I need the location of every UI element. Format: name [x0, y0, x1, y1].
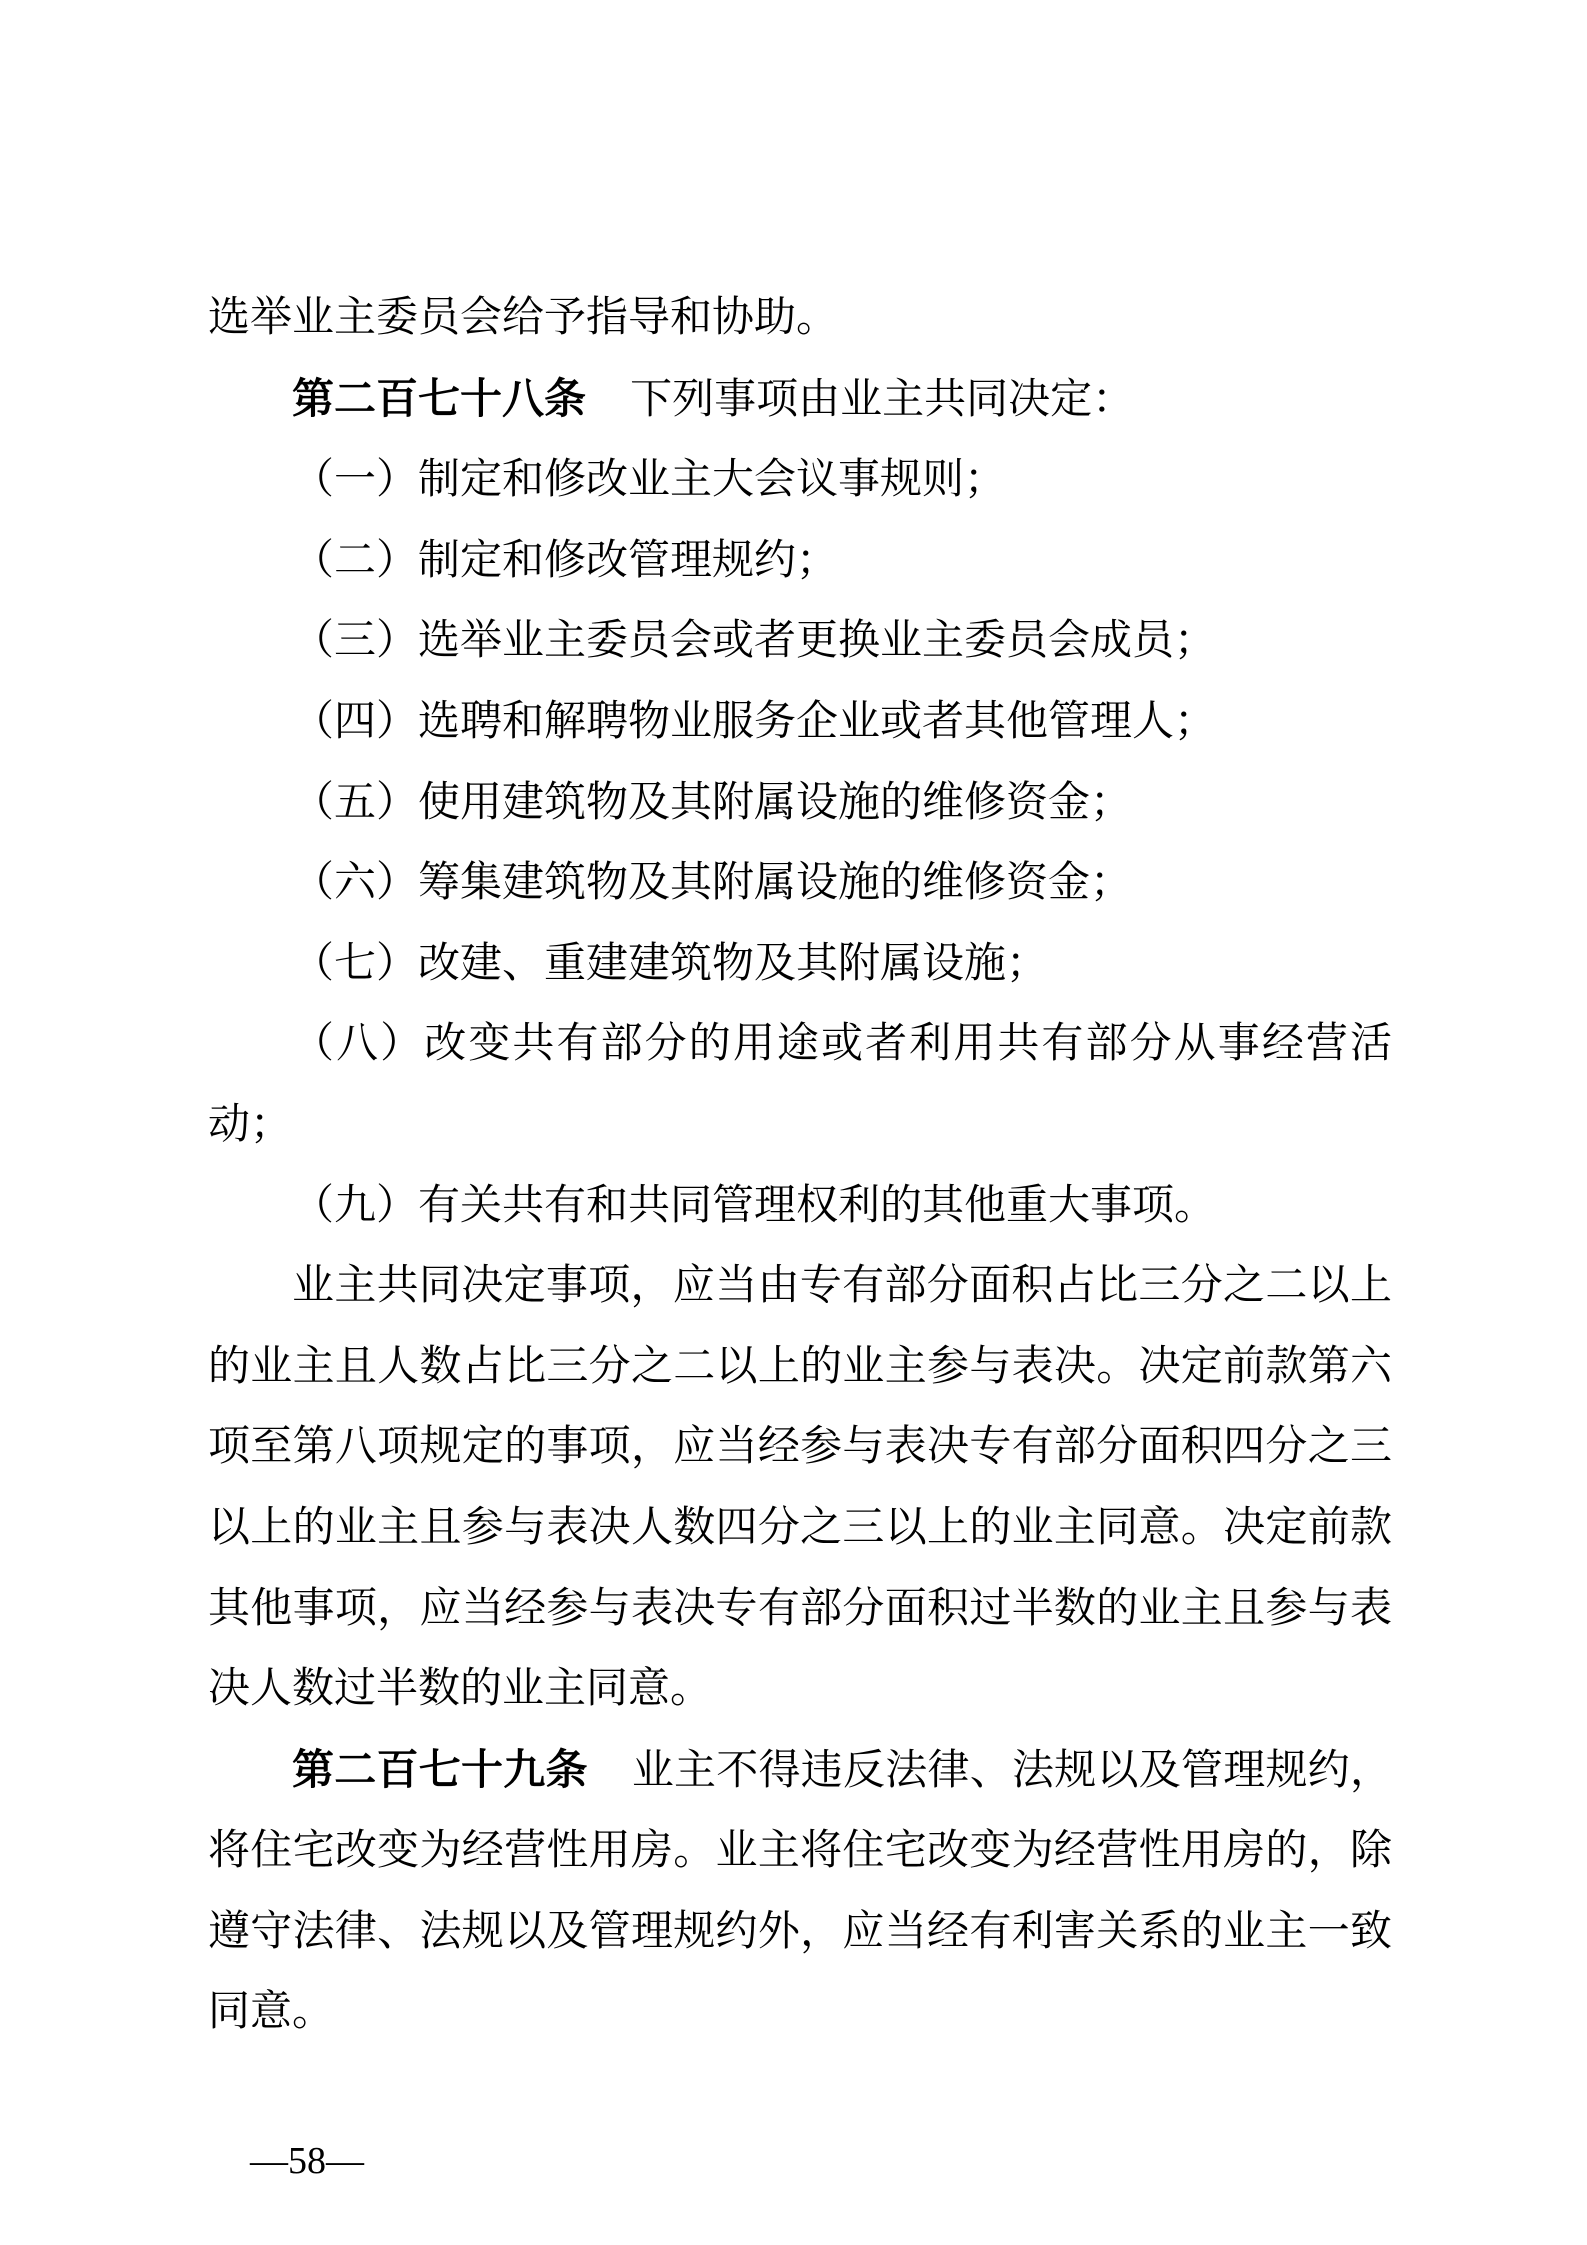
article-278-item-1: （一）制定和修改业主大会议事规则；	[292, 457, 1007, 504]
article-278-number: 第二百七十八条	[292, 374, 587, 422]
article-279-paragraph	[208, 1730, 1392, 2053]
page-number: —58—	[250, 2140, 364, 2182]
article-278-item-6: （六）筹集建筑物及其附属设施的维修资金；	[292, 860, 1133, 907]
article-278-item-3: （三）选举业主委员会或者更换业主委员会成员；	[292, 618, 1217, 665]
article-278-item-8: （八）改变共有部分的用途或者利用共有部分从事经营活动；	[208, 1021, 1392, 1148]
article-278-item-2: （二）制定和修改管理规约；	[292, 537, 839, 584]
continuation-paragraph: 选举业主委员会给予指导和协助。	[208, 295, 839, 341]
article-278-item-4: （四）选聘和解聘物业服务企业或者其他管理人；	[292, 698, 1217, 745]
article-279-text: 业主不得违反法律、法规以及管理规约，将住宅改变为经营性用房。业主将住宅改变为经营性用房的，除遵守法律、法规以及管理规约外，应当经有利害关系的业主一致同意。	[208, 1747, 1392, 2036]
article-278-item-9: （九）有关共有和共同管理权利的其他重大事项。	[292, 1182, 1217, 1229]
article-278-item-7: （七）改建、重建建筑物及其附属设施；	[292, 940, 1049, 987]
document-text-block	[208, 278, 1392, 2053]
article-278-voting-rules-paragraph: 业主共同决定事项，应当由专有部分面积占比三分之二以上的业主且人数占比三分之二以上的业主参与表决。决定前款第六项至第八项规定的事项，应当经参与表决专有部分面积四分之三以上的业主且参与表决人数四分之三以上的业主同意。决定前款其他事项，应当经参与表决专有部分面积过半数的业主且参与表决人数过半数的业主同意。	[208, 1263, 1392, 1713]
article-278-intro-paragraph	[208, 359, 1392, 441]
article-278-item-5: （五）使用建筑物及其附属设施的维修资金；	[292, 779, 1133, 826]
article-279-number: 第二百七十九条	[292, 1745, 588, 1793]
article-278-intro-text: 下列事项由业主共同决定：	[630, 376, 1135, 423]
